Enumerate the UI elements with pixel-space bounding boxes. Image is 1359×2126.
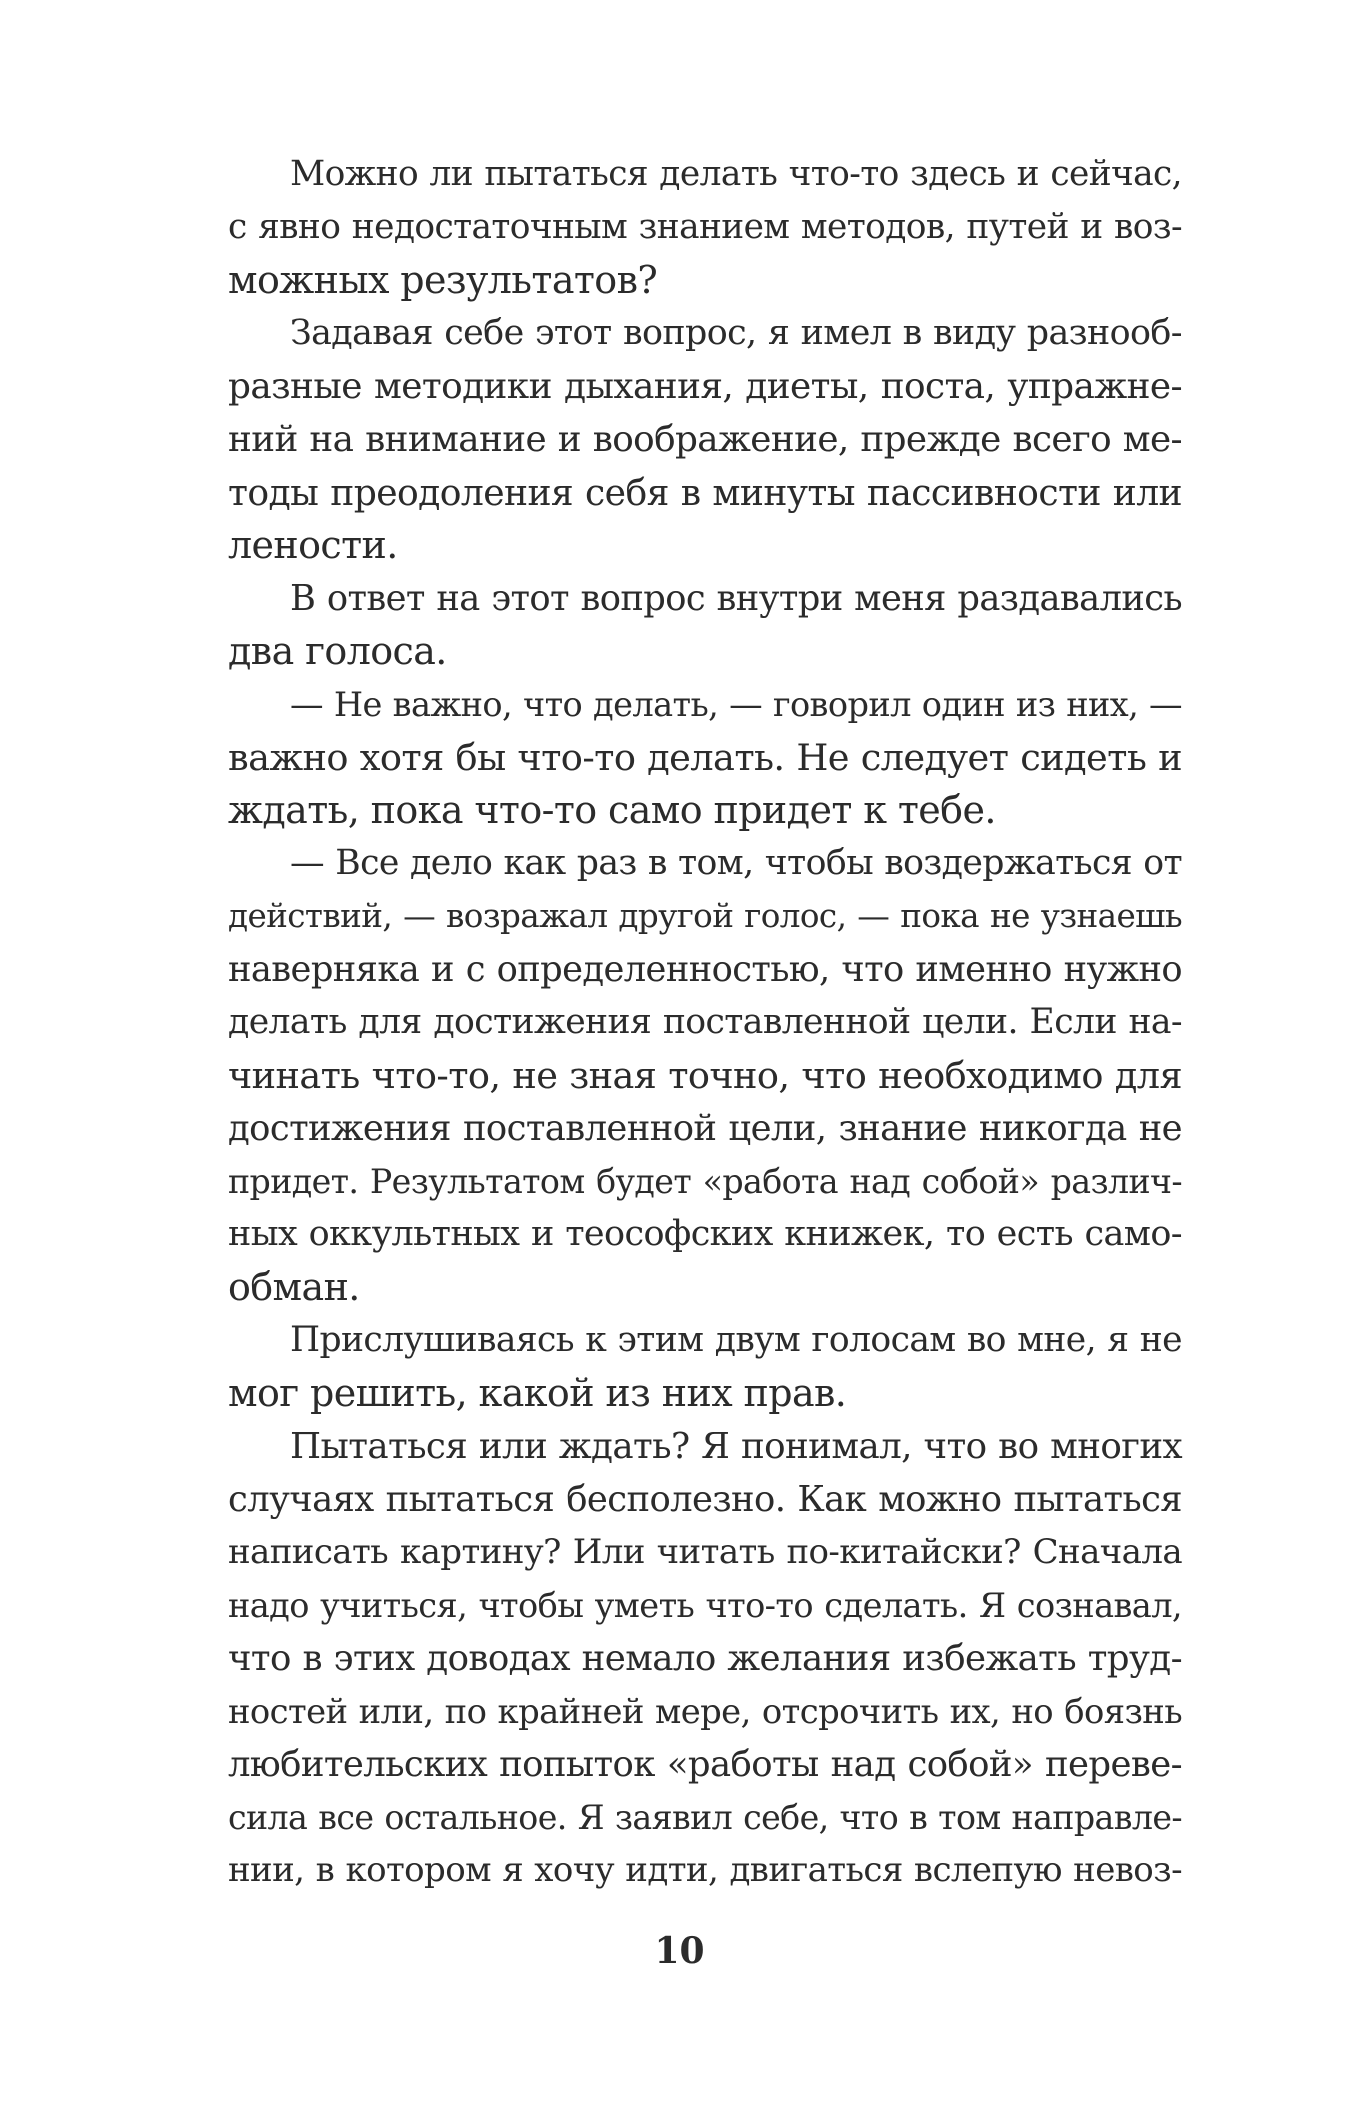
- text-line: ных оккультных и теософских книжек, то есть само-: [228, 1214, 1182, 1254]
- paragraph: [228, 572, 1182, 678]
- text-line: делать для достижения поставленной цели. Если на-: [228, 1002, 1182, 1042]
- text-line: ний на внимание и воображение, прежде всего ме-: [228, 419, 1182, 460]
- text-line: — Не важно, что делать, — говорил один из них, —: [290, 685, 1182, 724]
- text-line: случаях пытаться бесполезно. Как можно пытаться: [228, 1479, 1182, 1520]
- text-line: тоды преодоления себя в минуты пассивности или: [228, 471, 1182, 514]
- text-line: достижения поставленной цели, знание никогда не: [228, 1108, 1182, 1149]
- text-line: действий, — возражал другой голос, — пока не узнаешь: [228, 897, 1182, 935]
- text-line: разные методики дыхания, диеты, поста, упражне-: [228, 366, 1182, 407]
- text-line: Прислушиваясь к этим двум голосам во мне, я не: [290, 1320, 1182, 1360]
- text-line: — Все дело как раз в том, чтобы воздержаться от: [290, 843, 1182, 883]
- body-text: [228, 148, 1182, 1897]
- paragraph: [228, 148, 1182, 307]
- text-line: обман.: [228, 1265, 360, 1309]
- text-line: можных результатов?: [228, 258, 658, 302]
- paragraph: [228, 837, 1182, 1314]
- text-line: написать картину? Или читать по-китайски? Сначала: [228, 1532, 1182, 1572]
- text-line: В ответ на этот вопрос внутри меня раздавались: [290, 578, 1182, 619]
- paragraph: [228, 307, 1182, 572]
- text-line: Задавая себе этот вопрос, я имел в виду разнооб-: [290, 313, 1182, 353]
- paragraph: [228, 1420, 1182, 1897]
- text-line: Пытаться или ждать? Я понимал, что во многих: [290, 1426, 1182, 1467]
- text-line: два голоса.: [228, 629, 447, 673]
- text-line: важно хотя бы что-то делать. Не следует сидеть и: [228, 736, 1182, 779]
- text-line: наверняка и с определенностью, что именно нужно: [228, 949, 1182, 990]
- text-line: любительских попыток «работы над собой» переве-: [228, 1744, 1182, 1785]
- text-line: нии, в котором я хочу идти, двигаться вслепую невоз-: [228, 1850, 1182, 1890]
- page-number: 10: [654, 1930, 705, 1972]
- text-line: ждать, пока что-то само придет к тебе.: [228, 788, 996, 832]
- text-line: придет. Результатом будет «работа над собой» различ-: [228, 1162, 1182, 1201]
- text-line: с явно недостаточным знанием методов, путей и воз-: [228, 207, 1182, 247]
- text-line: ностей или, по крайней мере, отсрочить их, но боязнь: [228, 1692, 1182, 1731]
- text-line: что в этих доводах немало желания избежать труд-: [228, 1638, 1182, 1679]
- paragraph: [228, 678, 1182, 837]
- text-line: Можно ли пытаться делать что-то здесь и сейчас,: [290, 154, 1182, 194]
- text-line: лености.: [228, 523, 398, 567]
- text-line: чинать что-то, не зная точно, что необходимо для: [228, 1054, 1182, 1097]
- text-line: надо учиться, чтобы уметь что-то сделать. Я сознавал,: [228, 1586, 1182, 1625]
- paragraph: [228, 1314, 1182, 1420]
- text-line: мог решить, какой из них прав.: [228, 1371, 847, 1415]
- text-line: сила все остальное. Я заявил себе, что в том направле-: [228, 1798, 1182, 1837]
